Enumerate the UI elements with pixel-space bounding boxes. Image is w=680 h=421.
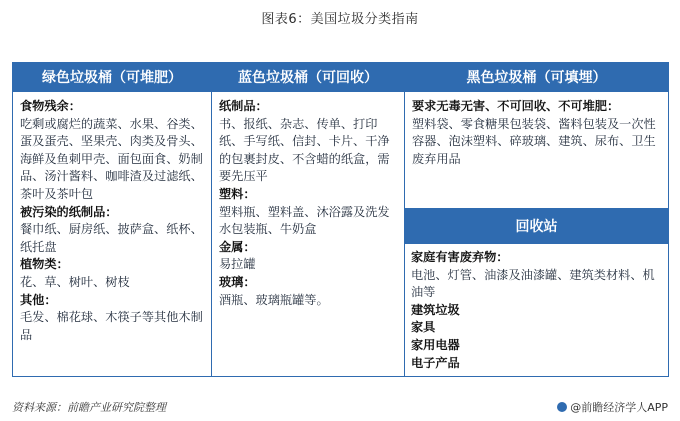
- recycle-item: 电子产品: [411, 355, 460, 370]
- blue-bin-cell: [212, 92, 405, 377]
- blue-section-text: 书、报纸、杂志、传单、打印纸、手写纸、信封、卡片、干净的包裹封皮、不含蜡的纸盒，需要先压平: [219, 116, 390, 184]
- black-bin-text: 塑料袋、零食糖果包装袋、酱料包装及一次性容器、泡沫塑料、碎玻璃、建筑、尿布、卫生废弃用品: [412, 116, 656, 166]
- blue-section-heading: 塑料：: [219, 186, 256, 201]
- header-black-bin: 黑色垃圾桶（可填埋）: [405, 63, 669, 92]
- green-section-heading: 其他：: [20, 292, 57, 307]
- header-row: [13, 63, 669, 92]
- sorting-guide-table: [12, 62, 669, 377]
- content-row: [13, 92, 669, 209]
- black-bin-heading: 要求无毒无害、不可回收、不可堆肥：: [412, 99, 620, 113]
- brand-credit: [557, 399, 668, 415]
- blue-section-text: 易拉罐: [219, 257, 256, 272]
- black-bin-cell: [405, 92, 669, 209]
- figure-title: 图表6：美国垃圾分类指南: [261, 12, 419, 27]
- green-section-text: 餐巾纸、厨房纸、披萨盒、纸杯、纸托盘: [20, 222, 203, 254]
- blue-section-text: 酒瓶、玻璃瓶罐等。: [219, 292, 329, 307]
- recycle-station-header: 回收站: [405, 209, 668, 243]
- green-section-heading: 被污染的纸制品：: [20, 204, 118, 219]
- blue-section-heading: 金属：: [219, 239, 256, 254]
- green-section-text: 花、草、树叶、树枝: [20, 274, 130, 289]
- hazard-text: 电池、灯管、油漆及油漆罐、建筑类材料、机油等: [411, 267, 655, 300]
- brand-text: @前瞻经济学人APP: [570, 401, 668, 414]
- footer: [12, 399, 668, 415]
- recycle-item: 家用电器: [411, 337, 460, 352]
- blue-section-heading: 玻璃：: [219, 274, 256, 289]
- recycle-item: 家具: [411, 320, 436, 335]
- header-blue-bin: 蓝色垃圾桶（可回收）: [212, 63, 405, 92]
- green-section-heading: 食物残余：: [20, 99, 81, 113]
- green-section-heading: 植物类：: [20, 257, 69, 272]
- source-note: 资料来源：前瞻产业研究院整理: [12, 401, 166, 414]
- green-section-text: 吃剩或腐烂的蔬菜、水果、谷类、蛋及蛋壳、坚果壳、肉类及骨头、海鲜及鱼刺甲壳、面包面食、奶制品、汤汁酱料、咖啡渣及过滤纸、茶叶及茶叶包: [20, 116, 203, 201]
- recycle-item: 建筑垃圾: [411, 302, 460, 317]
- recycle-station-cell: [405, 209, 669, 377]
- green-bin-cell: [13, 92, 212, 377]
- header-green-bin: 绿色垃圾桶（可堆肥）: [13, 63, 212, 92]
- blue-section-heading: 纸制品：: [219, 99, 268, 113]
- hazard-heading: 家庭有害废弃物：: [411, 250, 509, 264]
- brand-logo-icon: [557, 402, 567, 412]
- blue-section-text: 塑料瓶、塑料盖、沐浴露及洗发水包装瓶、牛奶盒: [219, 204, 390, 237]
- green-section-text: 毛发、棉花球、木筷子等其他木制品: [20, 310, 203, 342]
